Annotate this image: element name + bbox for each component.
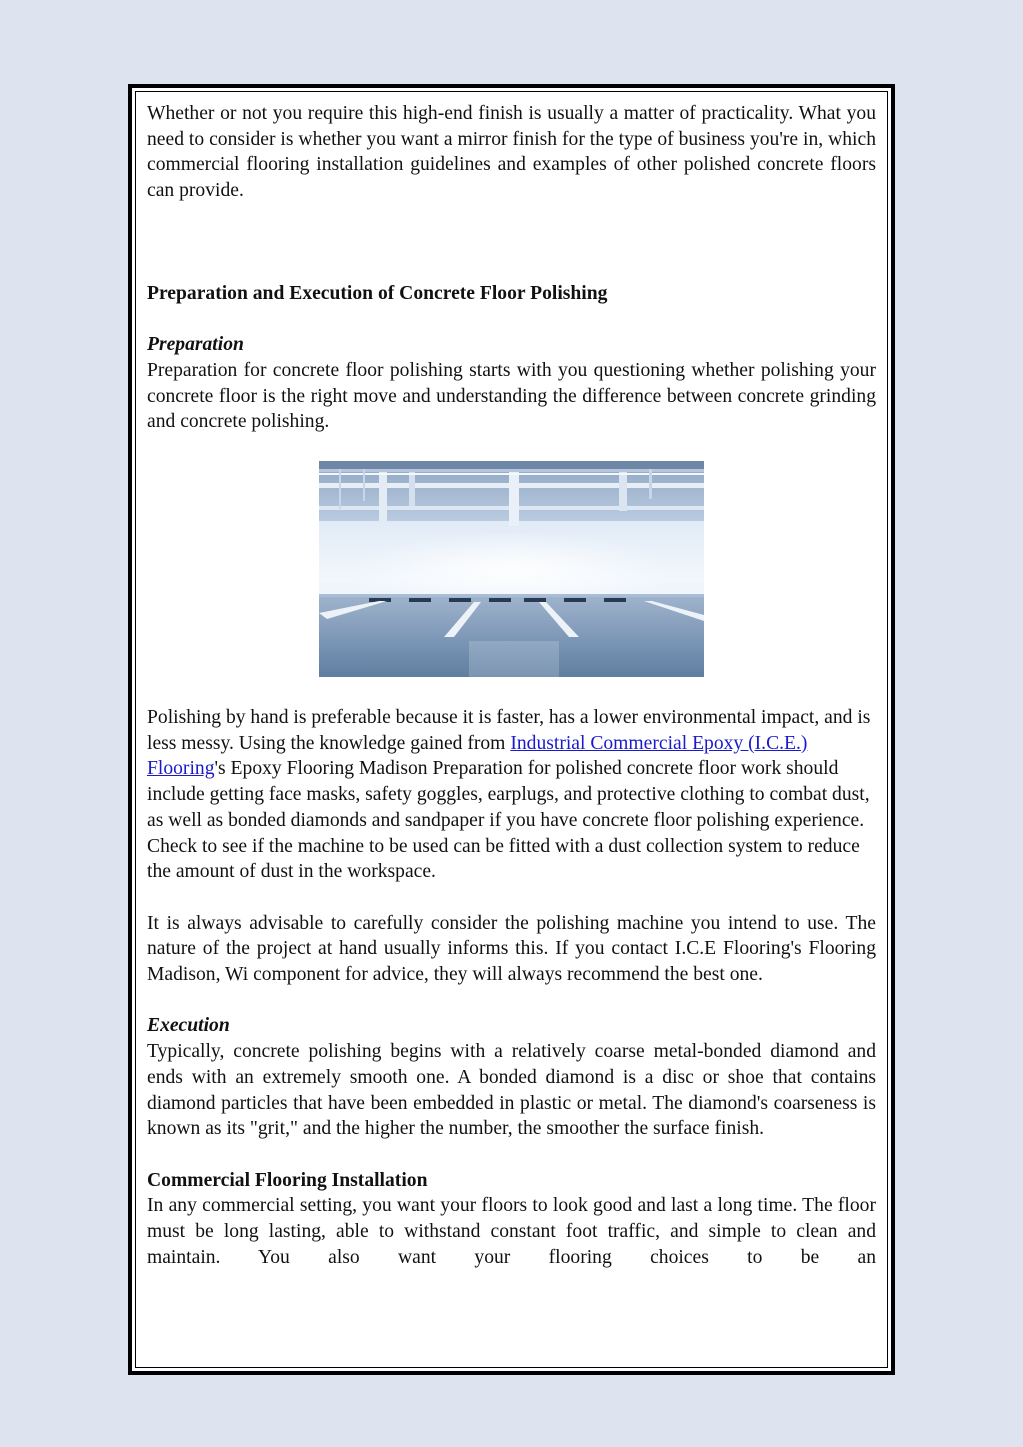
execution-heading: Execution: [147, 1015, 230, 1037]
execution-paragraph: Typically, concrete polishing begins with a relatively coarse metal-bonded diamond and ends with an extremely smooth one. A bonded diamond is a disc or shoe that contains diamond particles that have been embedded in plastic or metal. The diamond's coarseness is known as its "grit," and the higher the number, the smoother the surface finish.: [147, 1041, 876, 1140]
preparation-heading: Preparation: [147, 334, 244, 356]
preparation-paragraph: Preparation for concrete floor polishing starts with you questioning whether polishing your concrete floor is the right move and understanding the difference between concrete grinding and concrete polishing.: [147, 359, 876, 433]
commercial-paragraph: In any commercial setting, you want your floors to look good and last a long time. The floor must be long lasting, able to withstand constant foot traffic, and simple to clean and maintain. You also want your flooring choices to be an: [147, 1195, 876, 1268]
polishing-text-after-link: 's Epoxy Flooring Madison Preparation for polished concrete floor work should include getting face masks, safety goggles, earplugs, and protective clothing to combat dust, as well as bonded diamonds and sandpaper if you have concrete floor polishing experience. Check to see if the machine to be used can be fitted with a dust collection system to reduce the amount of dust in the workspace.: [147, 758, 870, 883]
section-heading: Preparation and Execution of Concrete Floor Polishing: [147, 282, 608, 304]
polishing-text-before-link: Polishing by hand is preferable because it is faster, has a lower environmental impact, and is less messy. Using the knowledge gained from: [147, 707, 871, 754]
article-body: [147, 101, 876, 1270]
intro-paragraph: Whether or not you require this high-end finish is usually a matter of practicality. What you need to consider is whether you want a mirror finish for the type of business you're in, which commercial flooring installation guidelines and examples of other polished concrete floors can provide.: [147, 103, 876, 202]
machine-paragraph: It is always advisable to carefully consider the polishing machine you intend to use. The nature of the project at hand usually informs this. If you contact I.C.E Flooring's Flooring Madison, Wi component for advice, they will always recommend the best one.: [147, 912, 876, 986]
polished-concrete-floor-image: [319, 461, 704, 677]
polishing-paragraph: [147, 705, 876, 885]
ice-flooring-link[interactable]: Industrial Commercial Epoxy (I.C.E.) Flooring: [147, 732, 808, 780]
commercial-heading: Commercial Flooring Installation: [147, 1169, 428, 1191]
document-page: [128, 84, 895, 1375]
